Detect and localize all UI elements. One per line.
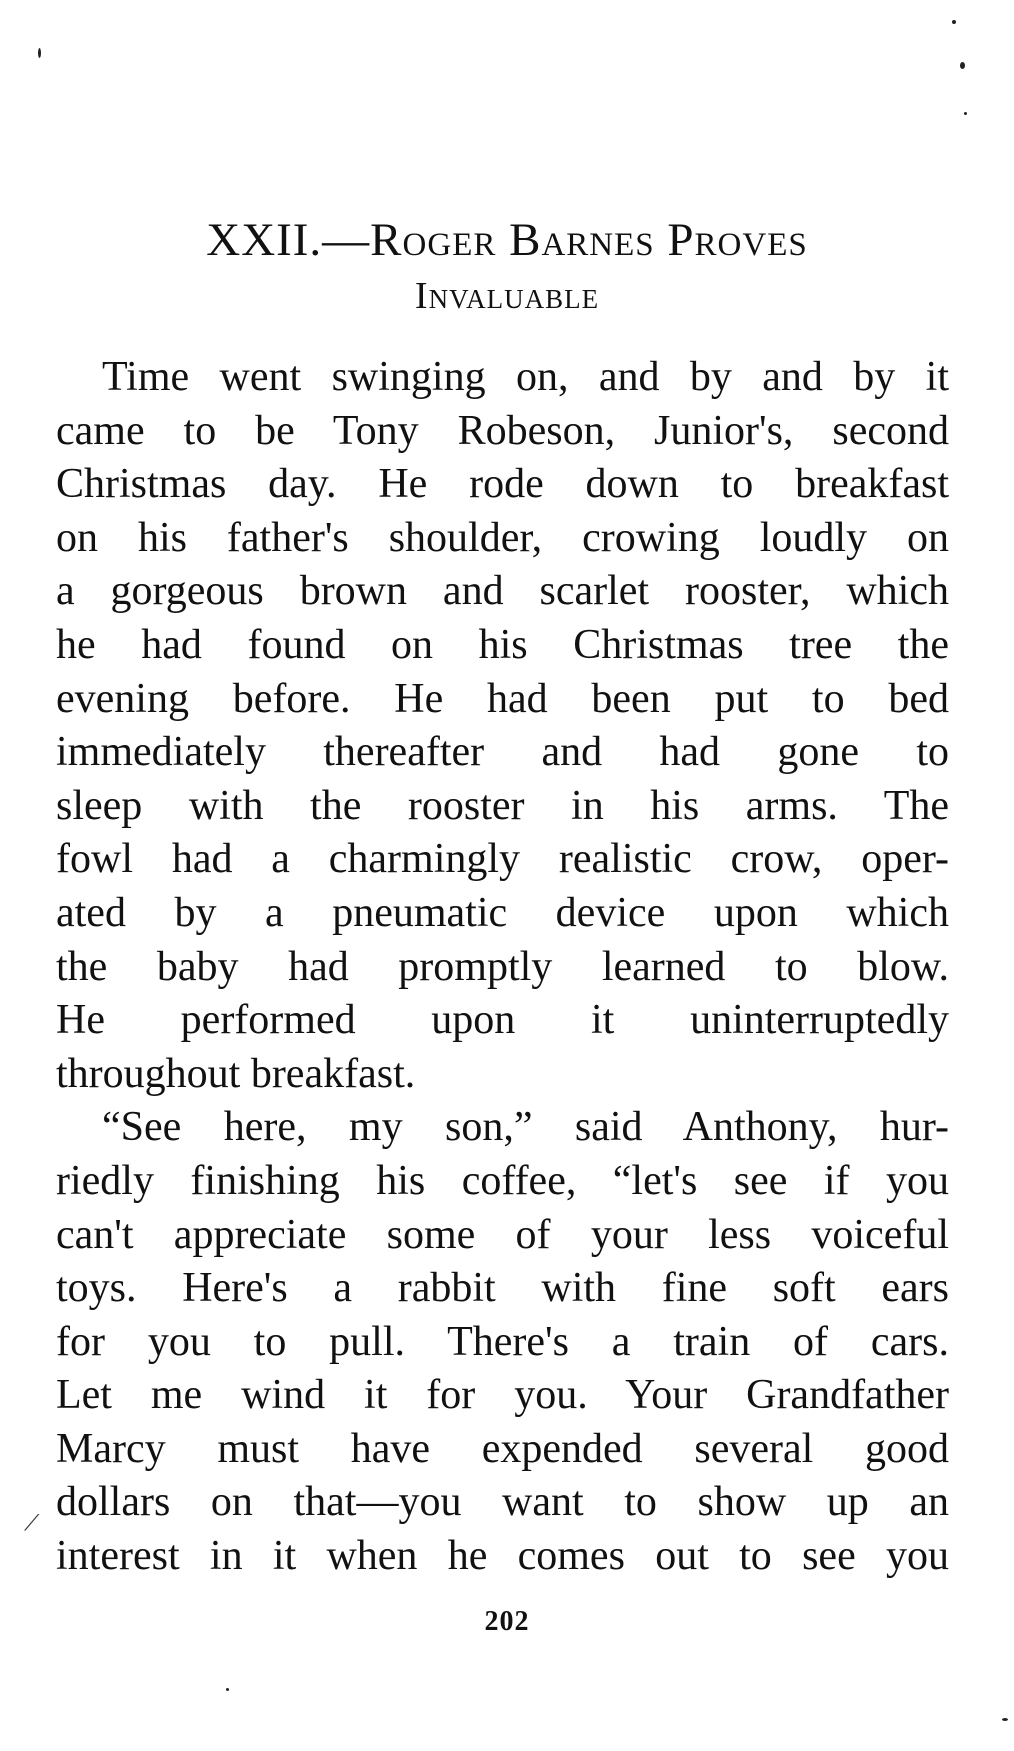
body-text <box>56 351 949 1584</box>
text-line: Christmas day. He rode down to breakfast <box>56 461 949 508</box>
text-line: toys. Here's a rabbit with fine soft ears <box>56 1265 949 1312</box>
scan-speck <box>38 48 41 58</box>
scan-speck <box>952 20 956 24</box>
scan-speck <box>960 62 965 69</box>
text-line: came to be Tony Robeson, Junior's, second <box>56 407 949 454</box>
text-line: ated by a pneumatic device upon which <box>56 889 949 936</box>
text-line: Let me wind it for you. Your Grandfather <box>56 1372 949 1419</box>
scan-speck <box>1002 1718 1008 1721</box>
text-line: for you to pull. There's a train of cars. <box>56 1318 949 1365</box>
text-line: on his father's shoulder, crowing loudly on <box>56 514 949 561</box>
text-line: he had found on his Christmas tree the <box>56 621 949 668</box>
text-line: interest in it when he comes out to see you <box>56 1533 949 1580</box>
text-line: sleep with the rooster in his arms. The <box>56 782 949 829</box>
text-line: throughout breakfast. <box>56 1050 416 1097</box>
text-line: riedly finishing his coffee, “let's see if you <box>56 1157 949 1204</box>
text-line: Time went swinging on, and by and by it <box>102 354 949 400</box>
text-line: He performed upon it uninterruptedly <box>56 997 949 1044</box>
page-number: 202 <box>484 1606 530 1637</box>
text-line: a gorgeous brown and scarlet rooster, which <box>56 568 949 615</box>
chapter-title-line-2: Invaluable <box>414 275 600 317</box>
text-line: immediately thereafter and had gone to <box>56 729 949 776</box>
text-line: the baby had promptly learned to blow. <box>56 943 949 990</box>
text-line: fowl had a charmingly realistic crow, oper- <box>56 836 949 883</box>
text-line: evening before. He had been put to bed <box>56 675 949 722</box>
text-line: can't appreciate some of your less voiceful <box>56 1211 949 1258</box>
text-line: dollars on that—you want to show up an <box>56 1479 949 1526</box>
scan-speck <box>226 1688 229 1691</box>
text-line: Marcy must have expended several good <box>56 1425 949 1472</box>
text-line: “See here, my son,” said Anthony, hur- <box>102 1104 949 1151</box>
scan-speck <box>964 112 967 115</box>
chapter-title-line-1: XXII.—Roger Barnes Proves <box>206 214 808 266</box>
margin-pencil-mark: ⟋ <box>24 1510 40 1535</box>
